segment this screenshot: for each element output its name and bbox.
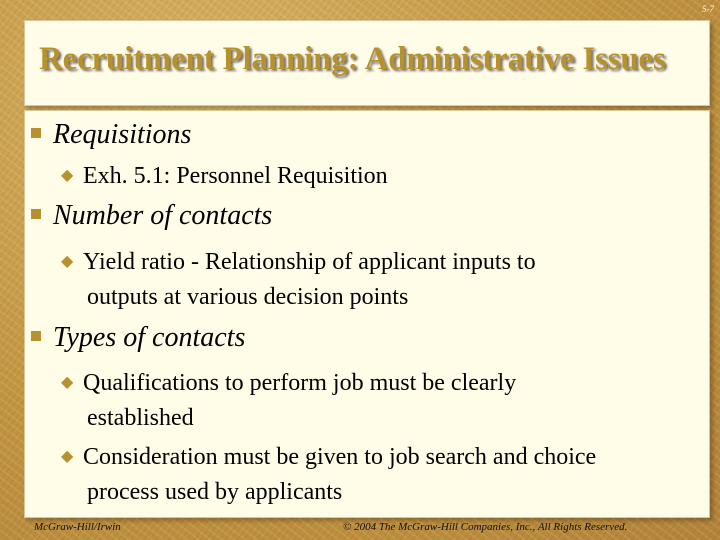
bullet-types-of-contacts (31, 322, 245, 354)
bullet-requisitions (31, 119, 191, 151)
diamond-bullet-icon: ◆ (61, 167, 74, 184)
square-bullet-icon (31, 331, 41, 341)
slide-number: 5-7 (702, 4, 714, 14)
title-panel (24, 20, 710, 106)
sub-bullet-line: Qualifications to perform job must be clearly (83, 370, 517, 396)
diamond-bullet-icon: ◆ (61, 448, 74, 465)
bullet-text: Number of contacts (53, 200, 273, 231)
sub-bullet (61, 244, 701, 315)
sub-bullet-line: Exh. 5.1: Personnel Requisition (83, 163, 388, 189)
sub-bullet (61, 365, 701, 436)
square-bullet-icon (31, 128, 41, 138)
sub-bullet-line: process used by applicants (87, 479, 343, 505)
bullet-text: Types of contacts (53, 322, 246, 353)
footer-publisher: McGraw-Hill/Irwin (34, 521, 121, 533)
bullet-text: Requisitions (53, 119, 192, 150)
content-panel (24, 110, 710, 518)
sub-bullet (61, 158, 701, 194)
sub-bullet (61, 439, 701, 510)
diamond-bullet-icon: ◆ (61, 374, 74, 391)
sub-bullet-line: established (87, 405, 194, 431)
sub-bullet-line: Yield ratio - Relationship of applicant inputs to (83, 249, 536, 275)
footer-copyright: © 2004 The McGraw-Hill Companies, Inc., All Rights Reserved. (343, 521, 628, 533)
sub-bullet-line: outputs at various decision points (87, 284, 409, 310)
diamond-bullet-icon: ◆ (61, 253, 74, 270)
sub-bullet-line: Consideration must be given to job search and choice (83, 444, 597, 470)
slide-title: Recruitment Planning: Administrative Issues (39, 41, 666, 77)
square-bullet-icon (31, 209, 41, 219)
bullet-number-of-contacts (31, 200, 272, 232)
